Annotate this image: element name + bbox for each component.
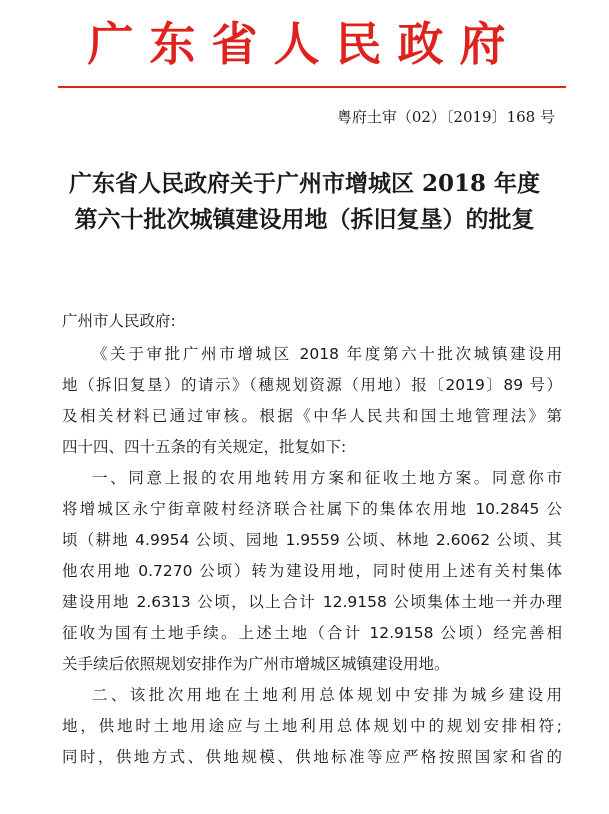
body-line: 《关于审批广州市增城区 2018 年度第六十批次城镇建设用 [92, 345, 562, 363]
body-line: 二、该批次用地在土地利用总体规划中安排为城乡建设用 [92, 686, 562, 704]
letterhead-divider [58, 86, 566, 88]
body-line: 征收为国有土地手续。上述土地（合计 12.9158 公顷）经完善相 [62, 624, 562, 642]
body-line: 建设用地 2.6313 公顷，以上合计 12.9158 公顷集体土地一并办理 [62, 593, 562, 611]
body-line: 同时，供地方式、供地规模、供地标准等应严格按照国家和省的 [62, 748, 562, 766]
body-line: 关手续后依照规划安排作为广州市增城区城镇建设用地。 [62, 655, 450, 673]
document-title-line-2: 第六十批次城镇建设用地（拆旧复垦）的批复 [74, 206, 535, 233]
body-line: 及相关材料已通过审核。根据《中华人民共和国土地管理法》第 [62, 407, 562, 425]
body-line: 他农用地 0.7270 公顷）转为建设用地，同时使用上述有关村集体 [62, 562, 562, 580]
body-line: 地，供地时土地用途应与土地利用总体规划中的规划安排相符; [62, 717, 562, 735]
document-number: 粤府土审（02）〔2019〕168 号 [336, 108, 555, 126]
body-line: 顷（耕地 4.9954 公顷、园地 1.9559 公顷、林地 2.6062 公顷、其 [62, 531, 562, 549]
document-title [0, 166, 609, 238]
document-body [62, 306, 562, 773]
letterhead-title: 广东省人民政府 [87, 17, 522, 71]
salutation: 广州市人民政府: [62, 312, 176, 330]
body-line: 一、同意上报的农用地转用方案和征收土地方案。同意你市 [92, 469, 562, 487]
body-line: 将增城区永宁街章陂村经济联合社属下的集体农用地 10.2845 公 [62, 500, 562, 518]
document-title-line-1: 广东省人民政府关于广州市增城区 2018 年度 [68, 170, 541, 197]
body-line: 四十四、四十五条的有关规定，批复如下: [62, 438, 347, 456]
body-line: 地（拆旧复垦）的请示》（穗规划资源（用地）报〔2019〕89 号） [62, 376, 562, 394]
